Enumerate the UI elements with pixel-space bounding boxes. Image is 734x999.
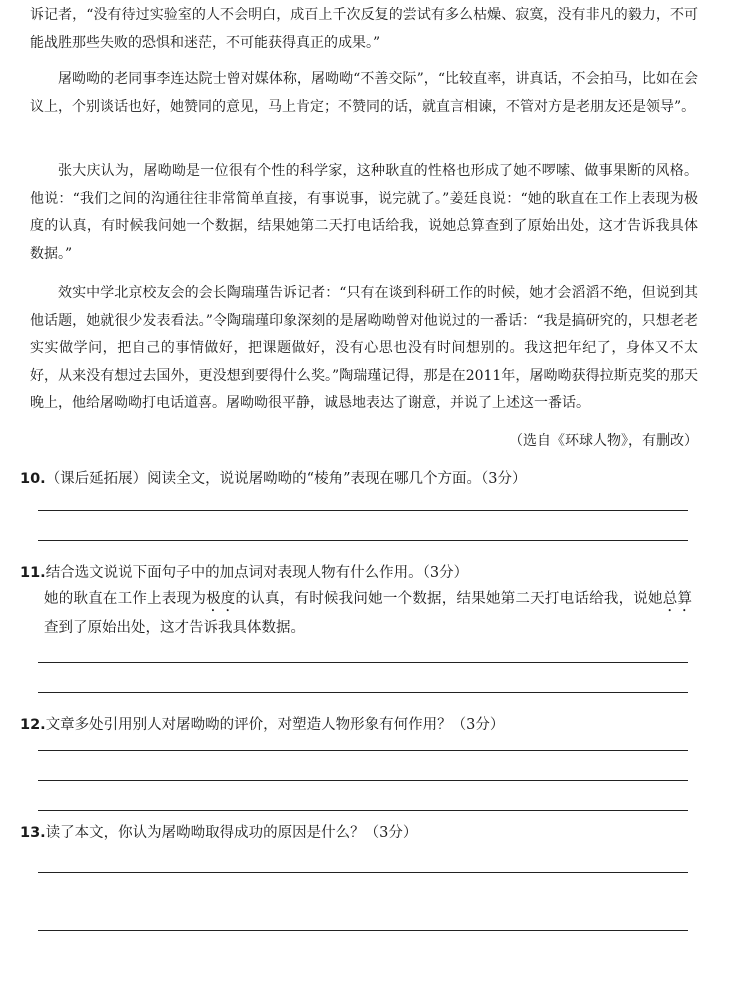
answer-line-10-1[interactable] — [38, 510, 688, 511]
question-13 — [20, 820, 700, 846]
answer-line-10-2[interactable] — [38, 540, 688, 541]
answer-line-13-1[interactable] — [38, 872, 688, 873]
answer-line-13-2[interactable] — [38, 930, 688, 931]
passage-paragraph-3: 张大庆认为，屠呦呦是一位很有个性的科学家，这种耿直的性格也形成了她不啰嗦、做事果断的风格。他说：“我们之间的沟通往往非常简单直接，有事说事，说完就了。”姜廷良说：“她的耿直在工作上表现为极度的认真，有时候我问她一个数据，结果她第二天打电话给我，说她总算查到了原始出处，这才告诉我具体数据。” — [30, 163, 698, 262]
question-13-text: 读了本文，你认为屠呦呦取得成功的原因是什么？（3分） — [45, 825, 418, 841]
question-13-number: 13. — [20, 825, 46, 841]
answer-line-12-1[interactable] — [38, 750, 688, 751]
question-11-text: 结合选文说说下面句子中的加点词对表现人物有什么作用。（3分） — [45, 565, 469, 581]
question-12-number: 12. — [20, 717, 46, 733]
question-12-text: 文章多处引用别人对屠呦呦的评价，对塑造人物形象有何作用？（3分） — [45, 717, 505, 733]
question-10-number: 10. — [20, 471, 46, 487]
answer-line-12-2[interactable] — [38, 780, 688, 781]
passage-paragraph-1: 诉记者，“没有待过实验室的人不会明白，成百上千次反复的尝试有多么枯燥、寂寞，没有非凡的毅力，不可能战胜那些失败的恐惧和迷茫，不可能获得真正的成果。” — [30, 7, 698, 51]
question-10-text: （课后延拓展）阅读全文，说说屠呦呦的“棱角”表现在哪几个方面。（3分） — [45, 471, 527, 487]
emphasized-word-jidu: 极度 — [206, 591, 236, 607]
answer-line-12-3[interactable] — [38, 810, 688, 811]
passage-paragraph-4-text: 效实中学北京校友会的会长陶瑞瑾告诉记者：“只有在谈到科研工作的时候，她才会滔滔不绝，但说到其他话题，她就很少发表看法。”令陶瑞瑾印象深刻的是屠呦呦曾对他说过的一番话：“我是搞研究的，只想老老实实做学问，把自己的事情做好，把课题做好，没有心思也没有时间想别的。我这把年纪了，身体又不太好，从来没有想过去国外，更没想到要得什么奖。”陶瑞瑾记得，那是在2011年，屠呦呦获得拉斯克奖的那天晚上，他给屠呦呦打电话道喜。屠呦呦很平静，诚恳地表达了谢意，并说了上述这一番话。 — [30, 285, 698, 411]
answer-line-11-1[interactable] — [38, 662, 688, 663]
source-line — [30, 428, 698, 456]
quote-part-b: 的认真，有时候我问她一个数据，结果她第二天打电话给我，说她 — [235, 591, 663, 607]
question-11-quote — [44, 586, 692, 642]
quote-part-a: 她的耿直在工作上表现为 — [44, 591, 207, 607]
passage-paragraph-4 — [30, 280, 698, 418]
emphasized-word-zongsuan: 总算 — [662, 591, 693, 607]
question-11-number: 11. — [20, 565, 46, 581]
answer-line-11-2[interactable] — [38, 692, 688, 693]
question-11 — [20, 560, 700, 586]
question-10 — [20, 466, 700, 492]
question-12 — [20, 712, 700, 738]
source-citation: （选自《环球人物》，有删改） — [509, 433, 698, 449]
passage-paragraph-2: 屠呦呦的老同事李连达院士曾对媒体称，屠呦呦“不善交际”，“比较直率，讲真话，不会拍马，比如在会议上，个别谈话也好，她赞同的意见，马上肯定；不赞同的话，就直言相谏，不管对方是老朋友还是领导”。 — [30, 71, 698, 115]
quote-part-c: 查到了原始出处，这才告诉我具体数据。 — [44, 620, 305, 636]
